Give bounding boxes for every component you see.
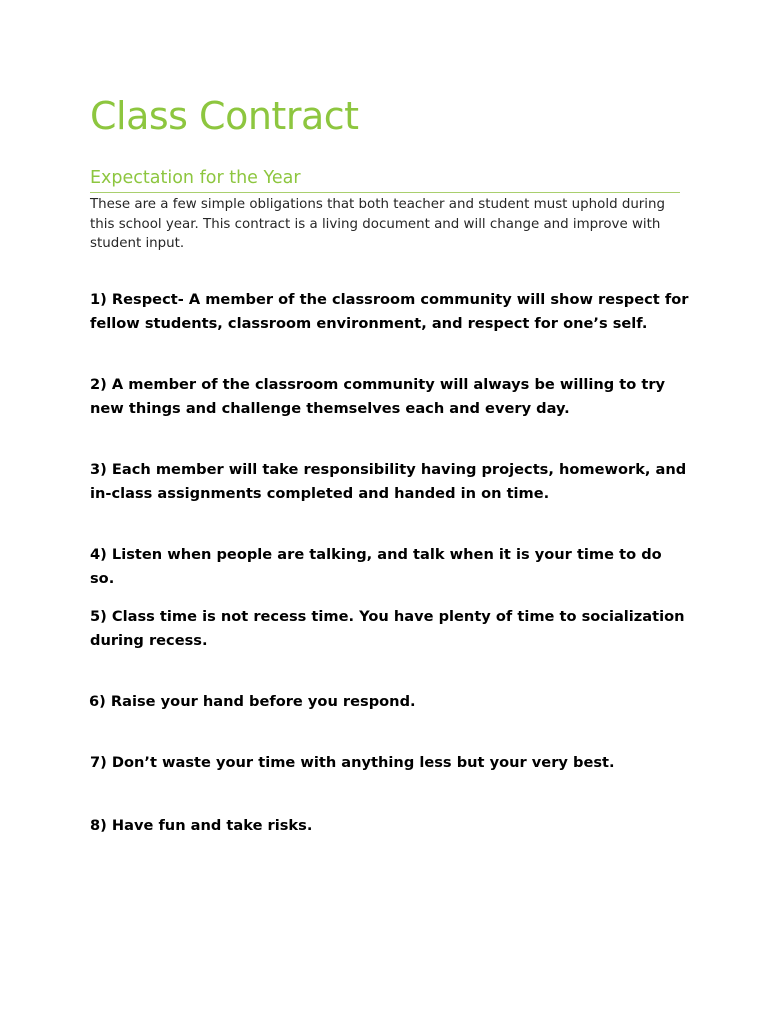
heading-divider — [90, 192, 680, 193]
rule-item-3: 3) Each member will take responsibility having projects, homework, and in-class assignments completed and handed in on time. — [90, 461, 687, 502]
intro-paragraph: These are a few simple obligations that both teacher and student must uphold during this school year. This contract is a living document and will change and improve with student input. — [90, 197, 666, 251]
page-title: Class Contract — [90, 94, 359, 138]
rule-item-4: 4) Listen when people are talking, and talk when it is your time to do so. — [90, 546, 662, 587]
rule-item-8: 8) Have fun and take risks. — [90, 817, 313, 834]
rule-item-5: 5) Class time is not recess time. You have plenty of time to socialization during recess. — [90, 608, 685, 649]
rule-item-2: 2) A member of the classroom community will always be willing to try new things and challenge themselves each and every day. — [90, 376, 666, 417]
rule-item-1: 1) Respect- A member of the classroom community will show respect for fellow students, classroom environment, and respect for one’s self. — [90, 291, 689, 332]
rule-item-6: 6) Raise your hand before you respond. — [89, 693, 416, 710]
rule-item-7: 7) Don’t waste your time with anything less but your very best. — [90, 754, 615, 771]
section-heading: Expectation for the Year — [90, 168, 301, 188]
